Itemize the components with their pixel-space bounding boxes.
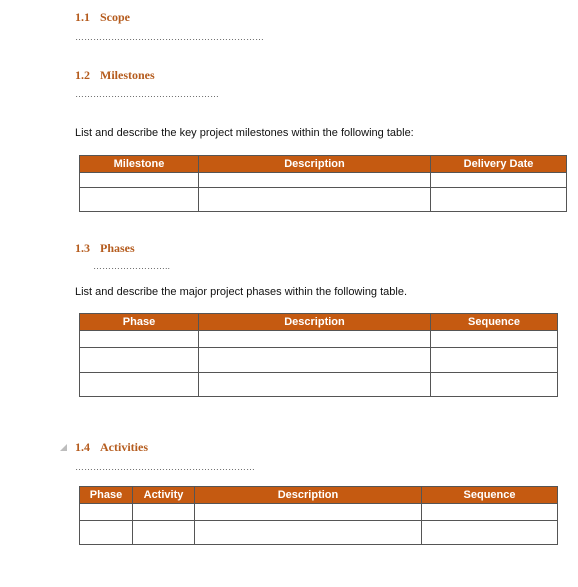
- section-heading-phases: [75, 241, 135, 256]
- section-number: 1.3: [75, 241, 90, 255]
- milestones-placeholder-dots[interactable]: …………………………………………: [75, 90, 219, 99]
- table-header-row: [80, 487, 558, 504]
- column-header-description: Description: [199, 156, 431, 173]
- table-cell[interactable]: [80, 521, 133, 545]
- table-row: [80, 188, 567, 212]
- table-cell[interactable]: [199, 373, 431, 397]
- table-cell[interactable]: [195, 521, 422, 545]
- activities-table: [79, 486, 558, 545]
- table-row: [80, 504, 558, 521]
- table-cell[interactable]: [431, 173, 567, 188]
- table-cell[interactable]: [80, 188, 199, 212]
- phases-placeholder-dots[interactable]: ……………………..: [93, 262, 171, 271]
- section-heading-milestones: [75, 68, 155, 83]
- section-number: 1.2: [75, 68, 90, 82]
- table-cell[interactable]: [431, 348, 558, 373]
- table-cell[interactable]: [431, 373, 558, 397]
- activities-placeholder-dots[interactable]: ……………………………………………………: [75, 463, 255, 472]
- table-cell[interactable]: [80, 331, 199, 348]
- table-cell[interactable]: [80, 504, 133, 521]
- column-header-sequence: Sequence: [431, 314, 558, 331]
- section-number: 1.1: [75, 10, 90, 24]
- table-cell[interactable]: [199, 188, 431, 212]
- table-cell[interactable]: [431, 188, 567, 212]
- table-cell[interactable]: [199, 173, 431, 188]
- column-header-milestone: Milestone: [80, 156, 199, 173]
- section-number: 1.4: [75, 440, 90, 454]
- table-row: [80, 373, 558, 397]
- section-title: Activities: [100, 440, 148, 454]
- collapse-triangle-icon[interactable]: [60, 444, 67, 451]
- table-row: [80, 331, 558, 348]
- phases-intro-text: List and describe the major project phases within the following table.: [75, 286, 408, 298]
- table-row: [80, 173, 567, 188]
- section-heading-scope: [75, 10, 130, 25]
- milestones-table: [79, 155, 567, 212]
- section-title: Milestones: [100, 68, 155, 82]
- table-row: [80, 521, 558, 545]
- column-header-description: Description: [199, 314, 431, 331]
- table-cell[interactable]: [80, 173, 199, 188]
- section-heading-activities: [75, 440, 148, 455]
- column-header-description: Description: [195, 487, 422, 504]
- table-header-row: [80, 314, 558, 331]
- table-cell[interactable]: [422, 521, 558, 545]
- table-row: [80, 348, 558, 373]
- milestones-intro-text: List and describe the key project milestones within the following table:: [75, 127, 414, 139]
- table-cell[interactable]: [80, 373, 199, 397]
- table-cell[interactable]: [133, 504, 195, 521]
- column-header-delivery-date: Delivery Date: [431, 156, 567, 173]
- section-title: Scope: [100, 10, 130, 24]
- column-header-phase: Phase: [80, 487, 133, 504]
- column-header-phase: Phase: [80, 314, 199, 331]
- table-header-row: [80, 156, 567, 173]
- column-header-activity: Activity: [133, 487, 195, 504]
- column-header-sequence: Sequence: [422, 487, 558, 504]
- table-cell[interactable]: [431, 331, 558, 348]
- table-cell[interactable]: [80, 348, 199, 373]
- table-cell[interactable]: [195, 504, 422, 521]
- table-cell[interactable]: [133, 521, 195, 545]
- table-cell[interactable]: [199, 331, 431, 348]
- section-title: Phases: [100, 241, 135, 255]
- table-cell[interactable]: [422, 504, 558, 521]
- table-cell[interactable]: [199, 348, 431, 373]
- phases-table: [79, 313, 558, 397]
- scope-placeholder-dots[interactable]: ………………………………………………………: [75, 33, 264, 42]
